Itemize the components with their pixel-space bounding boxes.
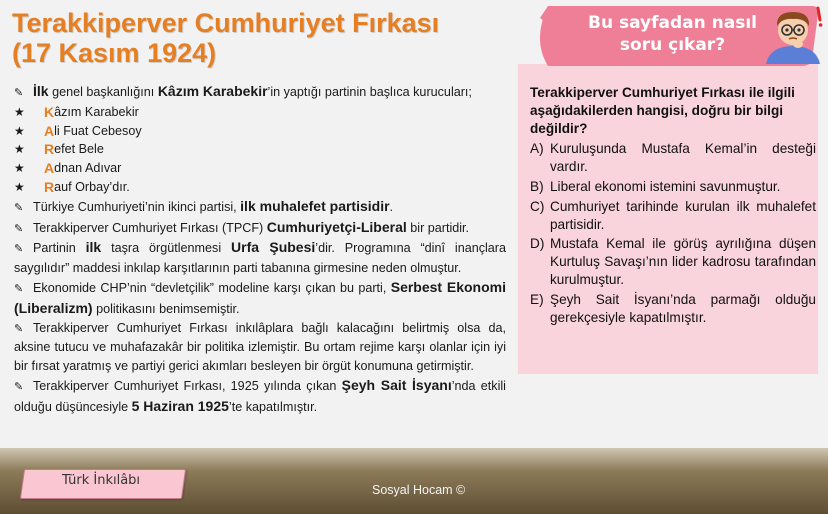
text: Terakkiperver Cumhuriyet Fırkası, 1925 yılında çıkan: [33, 378, 342, 393]
text: Terakkiperver Cumhuriyet Fırkası (TPCF): [33, 220, 267, 235]
text: genel başkanlığını: [48, 85, 158, 99]
star-icon: ★: [14, 104, 25, 119]
answer-option-e[interactable]: [530, 291, 816, 327]
answer-option-a[interactable]: [530, 140, 816, 176]
question-block: [530, 84, 816, 328]
answer-option-d[interactable]: [530, 235, 816, 288]
option-letter: A): [530, 141, 544, 157]
fact-paragraph: [14, 278, 506, 319]
option-letter: E): [530, 291, 544, 307]
bold-term: İlk: [33, 83, 49, 99]
bold-term: Kâzım Karabekir: [157, 83, 268, 99]
answer-option-b[interactable]: [530, 178, 816, 196]
founder-initial: A: [44, 160, 55, 177]
bold-term: 5 Haziran 1925: [131, 397, 229, 414]
option-text: Cumhuriyet tarihinde kurulan ilk muhalefet partisidir.: [550, 198, 816, 232]
pencil-icon: ✎: [14, 222, 24, 235]
fact-paragraph: [14, 197, 506, 218]
text: ’dir. Programına “dinî inançlara saygılıdır” maddesi inkılap karşıtlarının parti tabanına girmesine neden olmuştur.: [14, 241, 506, 276]
text: ’nda etkili olduğu düşüncesiyle: [14, 378, 506, 414]
callout-text: [575, 12, 770, 56]
bold-term: Cumhuriyetçi-Liberal: [266, 218, 407, 235]
star-icon: ★: [14, 123, 25, 138]
founder-name: dnan Adıvar: [54, 161, 122, 176]
founder-initial: R: [44, 141, 55, 158]
title-line-2: (17 Kasım 1924): [12, 38, 217, 68]
pencil-icon: ✎: [14, 322, 24, 335]
star-icon: ★: [14, 142, 25, 157]
pencil-icon: ✎: [14, 201, 24, 214]
option-letter: C): [530, 198, 545, 214]
text: ’te kapatılmıştır.: [228, 399, 318, 414]
founder-initial: A: [44, 122, 55, 139]
founder-initial: K: [44, 103, 55, 120]
answer-option-c[interactable]: [530, 198, 816, 234]
option-text: Liberal ekonomi istemini savunmuştur.: [550, 178, 781, 194]
star-icon: ★: [14, 179, 25, 194]
fact-paragraph: [14, 218, 506, 239]
pencil-icon: ✎: [14, 380, 24, 393]
text: bir partidir.: [406, 220, 470, 235]
text: politikasını benimsemiştir.: [92, 301, 240, 316]
notes-body: [14, 82, 506, 417]
text: Terakkiperver Cumhuriyet Fırkası inkılâplara bağlı kalacağını belirtmiş olsa da, aksine tutucu ve muhafazakâr bir politika izlemiştir. Bu ortam rejime karşı olanlar için iyi bir fırsat yaratmış ve partiyi gerici akımları besleyen bir örgüt konumuna getirmiştir.: [14, 320, 506, 374]
list-item: [14, 122, 506, 141]
fact-paragraph: [14, 376, 506, 417]
text: ’in yaptığı partinin başlıca kurucuları;: [267, 85, 472, 99]
fact-paragraph: [14, 238, 506, 278]
thinking-student-icon: [760, 6, 826, 64]
list-item: [14, 178, 506, 197]
text: Partinin: [33, 241, 86, 256]
intro-paragraph: [14, 82, 506, 103]
credit-text: Sosyal Hocam ©: [372, 483, 466, 497]
founder-name: li Fuat Cebesoy: [54, 123, 142, 138]
text: taşra örgütlenmesi: [101, 241, 232, 256]
founder-name: âzım Karabekir: [54, 104, 139, 119]
list-item: [14, 159, 506, 178]
option-letter: B): [530, 178, 544, 194]
pencil-icon: ✎: [14, 243, 24, 256]
option-text: Şeyh Sait İsyanı’nda parmağı olduğu gerekçesiyle kapatılmıştır.: [550, 291, 816, 325]
callout-line-1: Bu sayfadan nasıl: [587, 13, 757, 33]
pencil-icon: ✎: [14, 282, 24, 295]
text: .: [389, 199, 394, 214]
list-item: [14, 103, 506, 122]
text: Ekonomide CHP’nin “devletçilik” modeline karşı çıkan bu parti,: [33, 280, 391, 295]
question-stem: Terakkiperver Cumhuriyet Fırkası ile ilgili aşağıdakilerden hangisi, doğru bir bilgi değildir?: [530, 85, 795, 136]
founders-list: [14, 103, 506, 197]
founder-name: auf Orbay’dır.: [54, 179, 130, 194]
option-text: Mustafa Kemal ile görüş ayrılığına düşen Kurtuluş Savaşı’nın lider kadrosu tarafından kurulmuştur.: [550, 236, 816, 287]
pencil-icon: ✎: [14, 87, 24, 99]
text: Türkiye Cumhuriyeti’nin ikinci partisi,: [33, 199, 241, 214]
founder-initial: R: [44, 178, 55, 195]
option-letter: D): [530, 236, 545, 252]
founder-name: efet Bele: [54, 142, 104, 157]
bold-term: ilk: [85, 239, 102, 256]
bold-term: Şeyh Sait İsyanı: [341, 376, 452, 393]
topic-tab-label: Türk İnkılâbı: [61, 473, 141, 488]
callout-line-2: soru çıkar?: [619, 35, 726, 55]
list-item: [14, 140, 506, 159]
bold-term: ilk muhalefet partisidir: [240, 197, 390, 214]
option-text: Kuruluşunda Mustafa Kemal’in desteği vardır.: [550, 141, 816, 175]
bold-term: Urfa Şubesi: [231, 239, 316, 256]
star-icon: ★: [14, 161, 25, 176]
fact-paragraph: [14, 319, 506, 376]
title-line-1: Terakkiperver Cumhuriyet Fırkası: [12, 8, 440, 38]
bold-term: Serbest Ekonomi (Liberalizm): [14, 278, 506, 316]
